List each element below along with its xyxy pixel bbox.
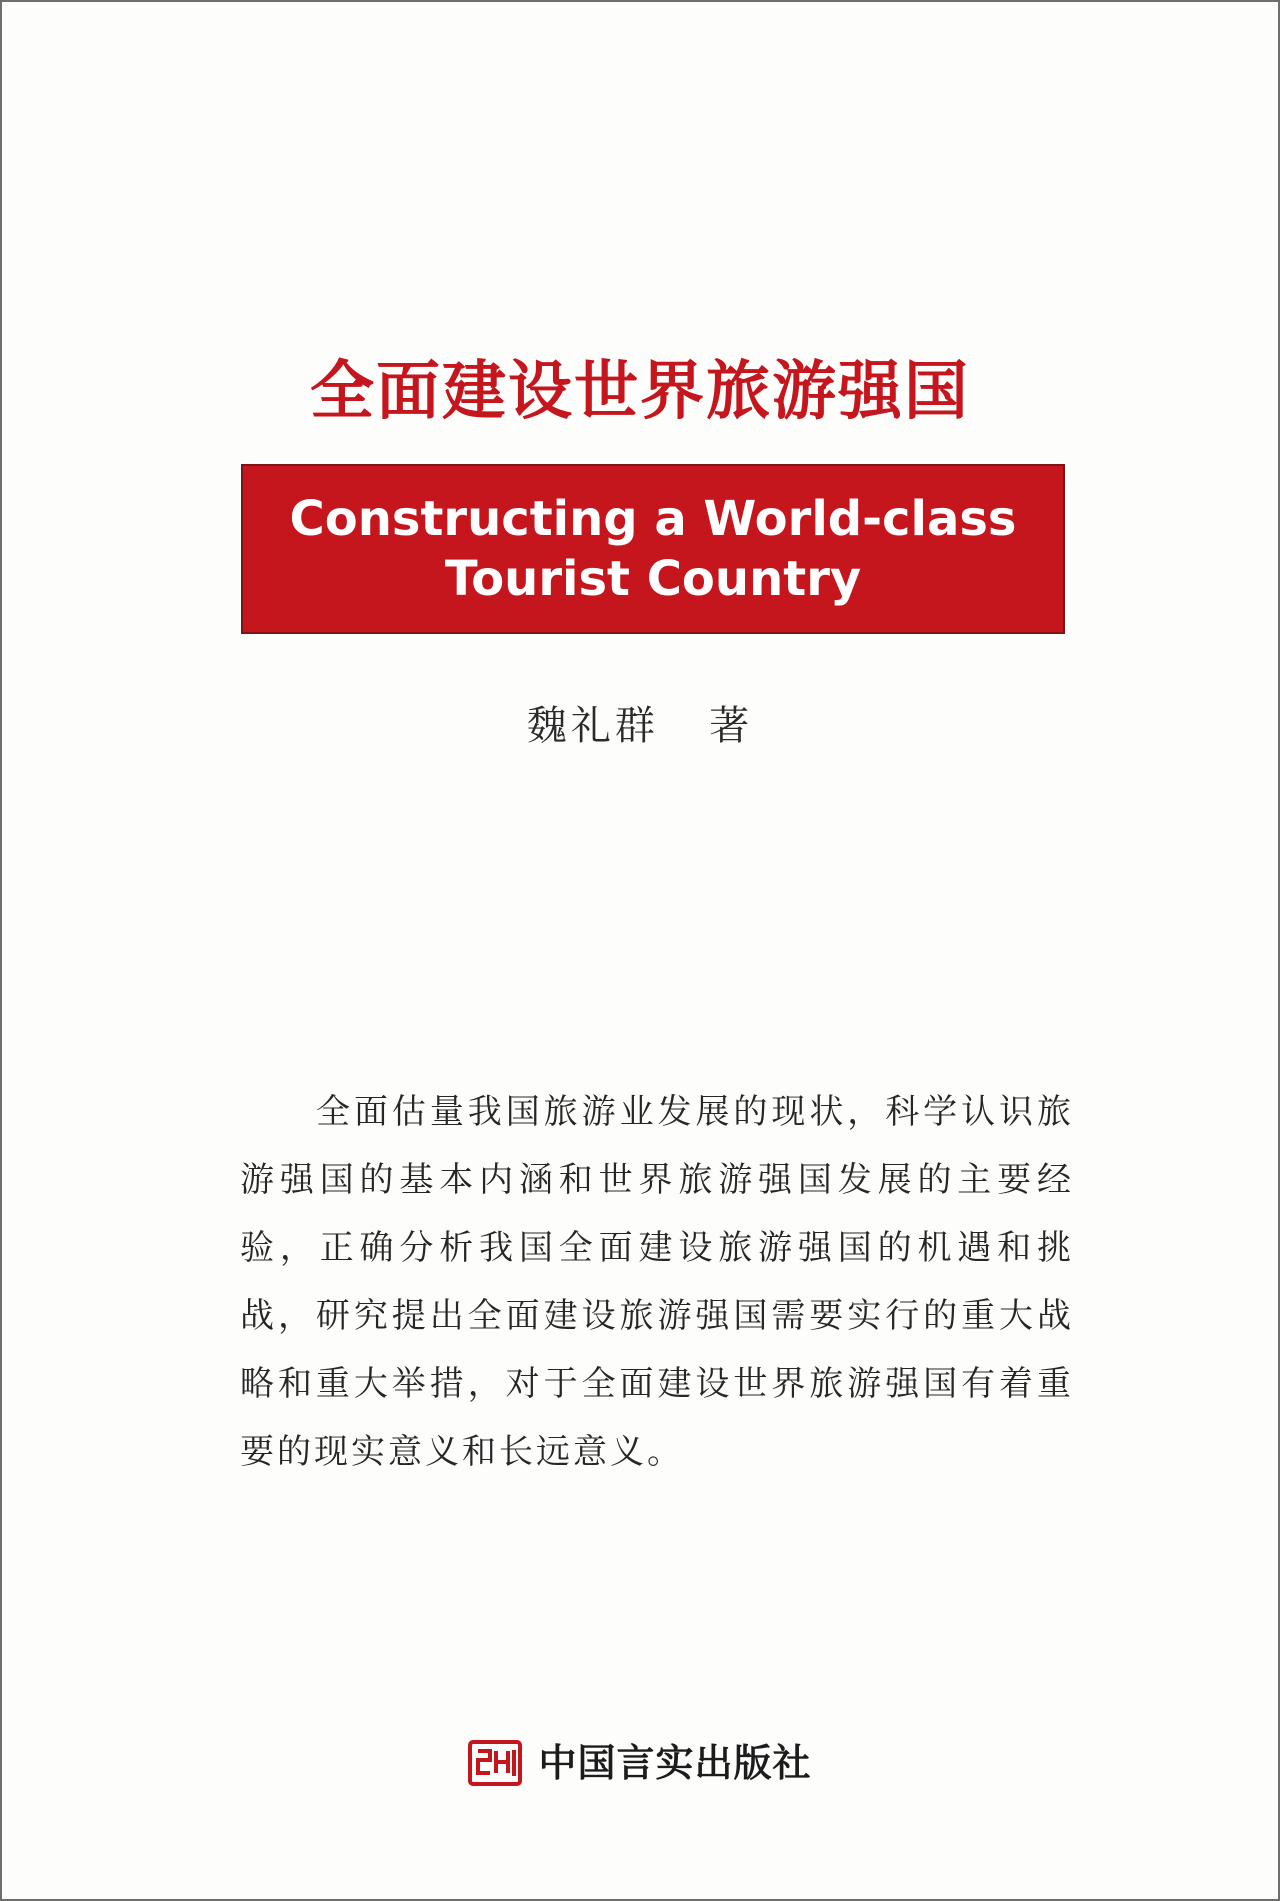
chinese-title: 全面建设世界旅游强国 — [310, 355, 970, 429]
english-title-line-2: Tourist Country — [444, 551, 862, 607]
publisher-logo-icon — [468, 1740, 522, 1786]
cover-blurb: 全面估量我国旅游业发展的现状，科学认识旅游强国的基本内涵和世界旅游强国发展的主要经验，正确分析我国全面建设旅游强国的机遇和挑战，研究提出全面建设旅游强国需要实行的重大战略和重大举措，对于全面建设世界旅游强国有着重要的现实意义和长远意义。 — [240, 1092, 1074, 1472]
publisher-block — [2, 1740, 1278, 1786]
english-title-line-1: Constructing a World-class — [289, 491, 1017, 547]
english-title-banner — [241, 464, 1065, 634]
publisher-name: 中国言实出版社 — [538, 1741, 812, 1785]
author-line: 魏礼群 著 — [526, 703, 754, 749]
